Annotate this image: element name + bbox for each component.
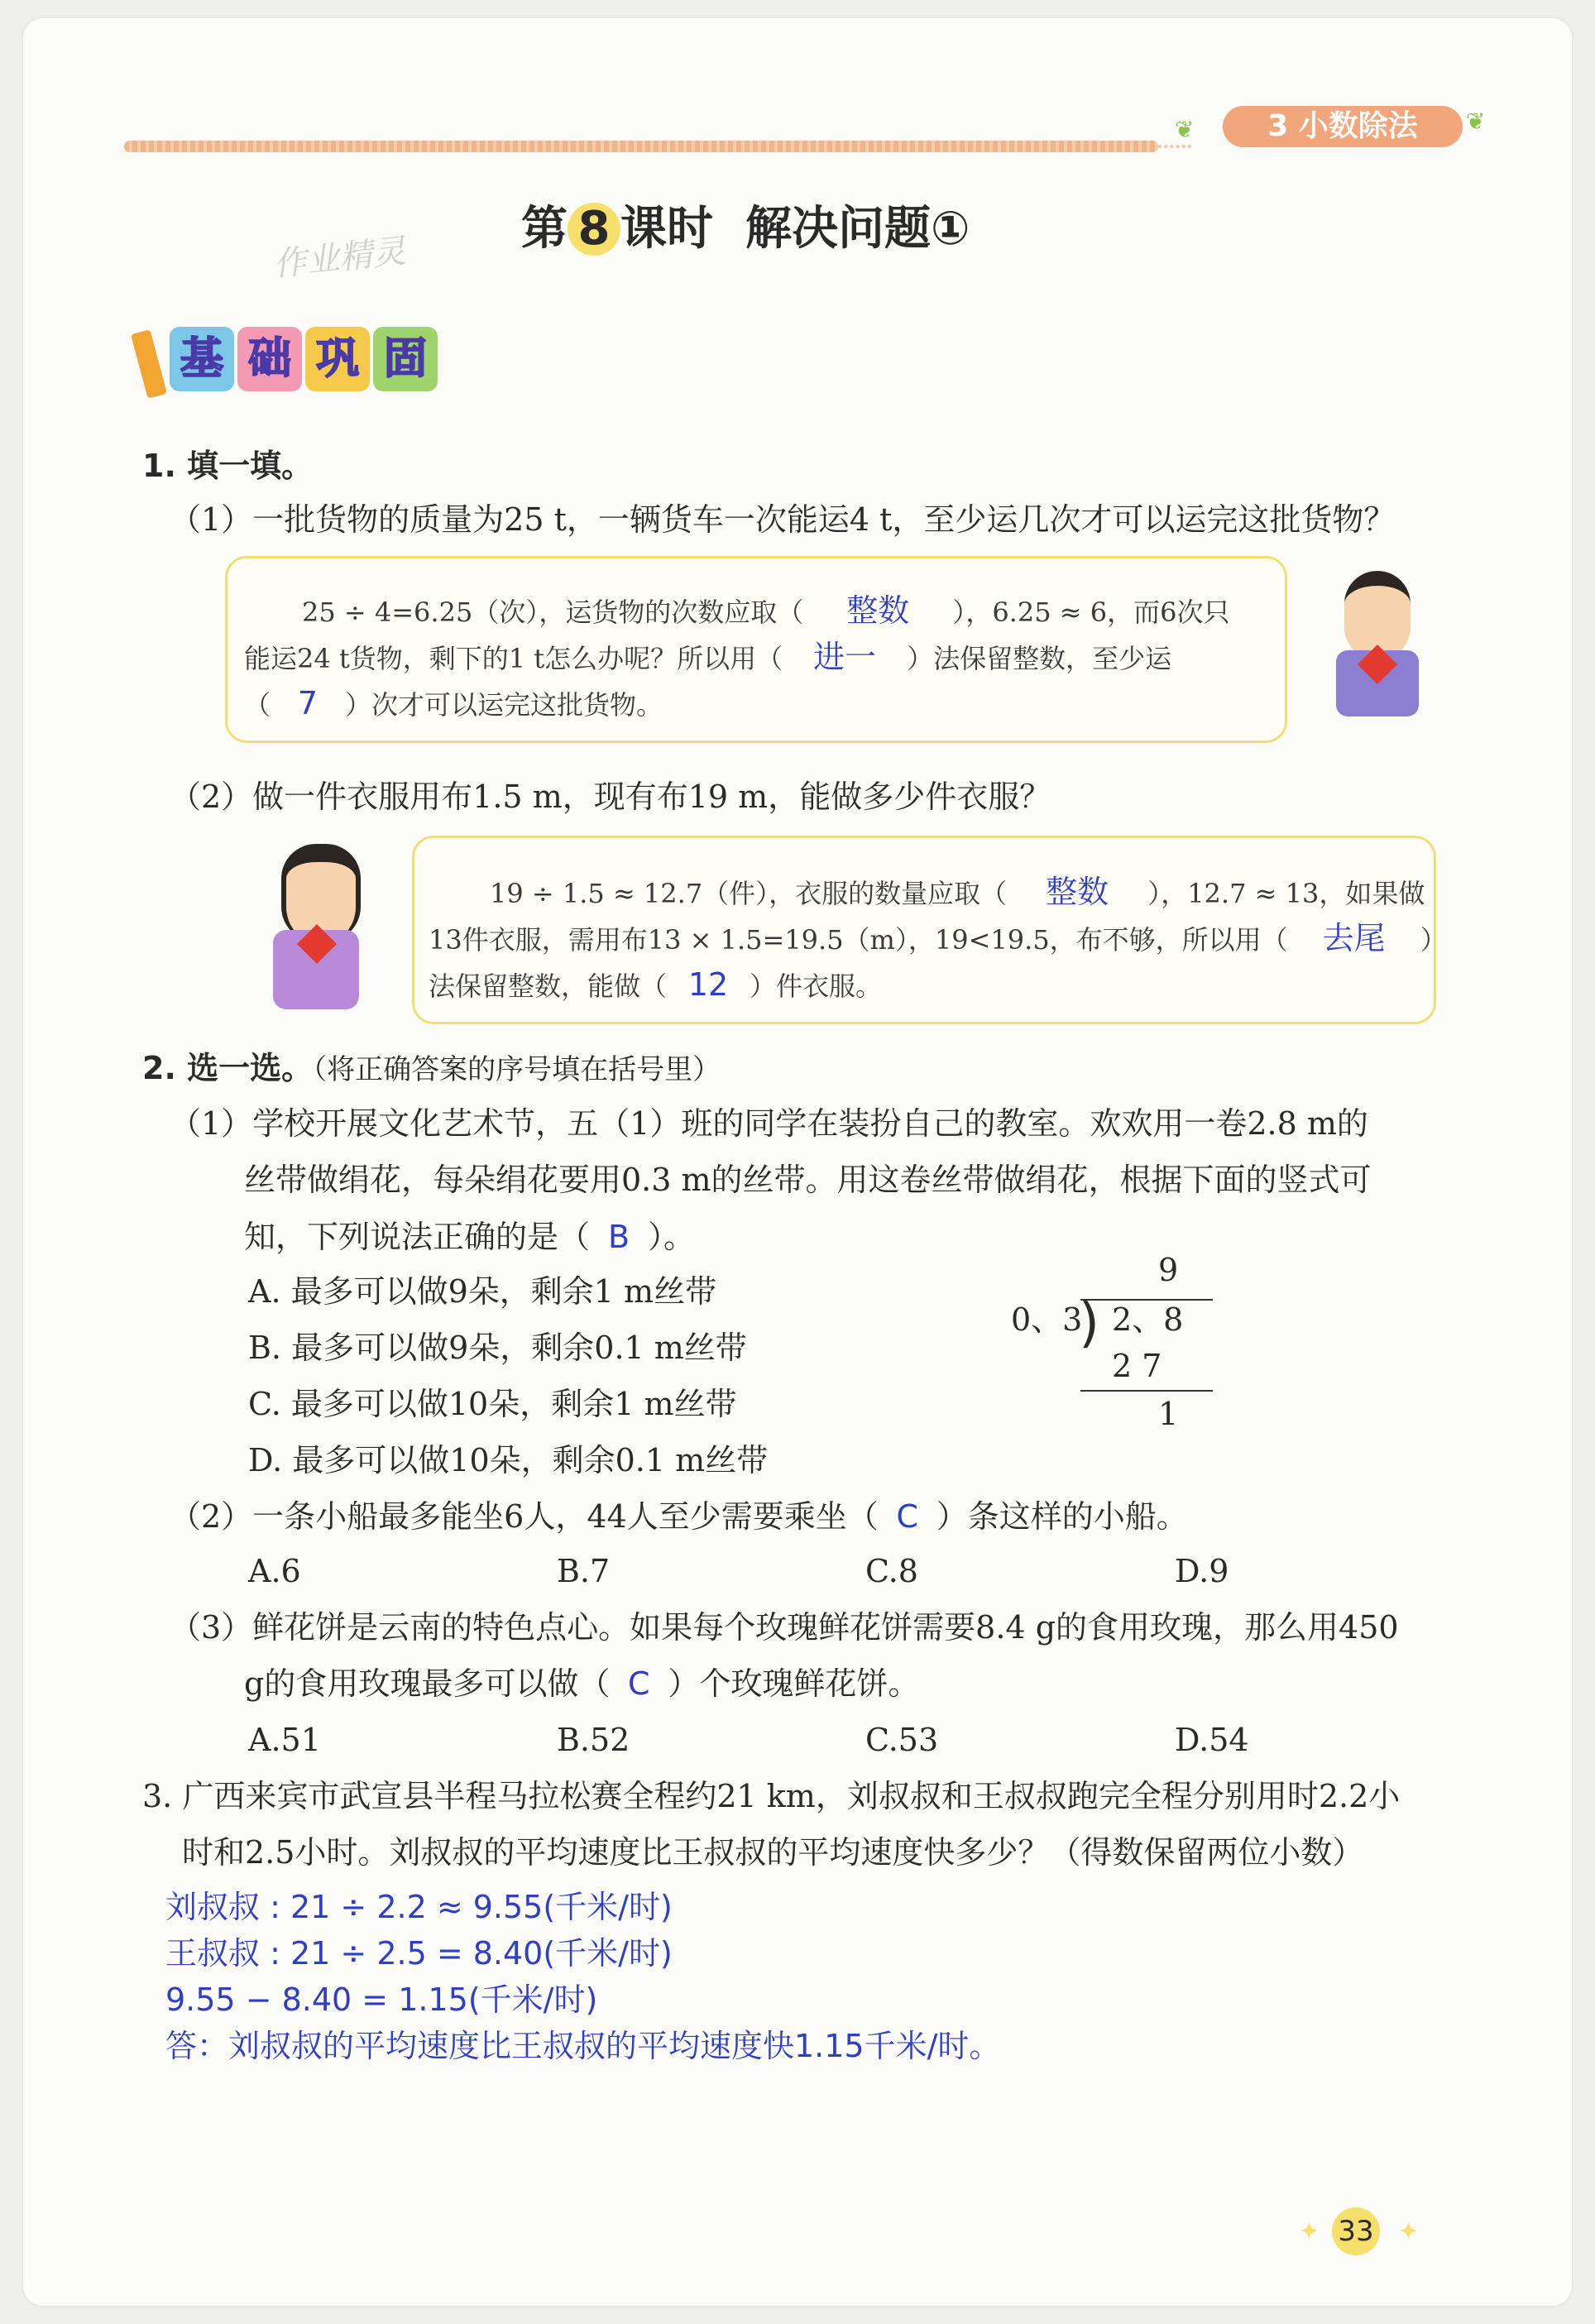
q3-answer-4[interactable]: 答：刘叔叔的平均速度比王叔叔的平均速度快1.15千米/时。 — [165, 2028, 1001, 2064]
q2-p2-option-d: D.9 — [1175, 1553, 1229, 1589]
answer-blank[interactable]: 7 — [297, 685, 319, 721]
girl-illustration — [265, 844, 372, 1018]
q2-p1-line1: （1）学校开展文化艺术节，五（1）班的同学在装扮自己的教室。欢欢用一卷2.8 m的 — [170, 1105, 1368, 1142]
lesson-prefix: 第 — [521, 202, 568, 256]
q2-p2-option-b: B.7 — [557, 1553, 611, 1589]
q1-p1-line3: （ 7 ）次才可以运完这批货物。 — [244, 677, 663, 731]
option-d: D. 最多可以做10朵，剩余0.1 m丝带 — [248, 1442, 769, 1478]
section-char: 固 — [373, 327, 438, 391]
answer-blank[interactable]: B — [607, 1219, 630, 1255]
page-title — [521, 192, 970, 258]
q2-p1-line3: 知，下列说法正确的是（ B ）。 — [244, 1218, 695, 1258]
q3-answer-2[interactable]: 王叔叔 : 21 ÷ 2.5 = 8.40(千米/时) — [165, 1935, 673, 1972]
section-char: 基 — [170, 327, 234, 391]
q2-p2-option-a: A.6 — [248, 1553, 301, 1589]
q1-p1-line2: 能运24 t货物，剩下的1 t怎么办呢？所以用（ 进一 ）法保留整数，至少运 — [244, 630, 1171, 684]
q3-line1: 3. 广西来宾市武宣县半程马拉松赛全程约21 km，刘叔叔和王叔叔跑完全程分别用时2.2小 — [142, 1778, 1401, 1814]
answer-blank[interactable]: 整数 — [1046, 874, 1109, 910]
q1-p1-question: （1）一批货物的质量为25 t，一辆货车一次能运4 t，至少运几次才可以运完这批货物？ — [170, 501, 1396, 538]
answer-blank[interactable]: C — [628, 1665, 650, 1702]
q2-p3-option-b: B.52 — [557, 1722, 630, 1758]
q2-p3-line2: g的食用玫瑰最多可以做（ C ）个玫瑰鲜花饼。 — [244, 1665, 919, 1704]
division-quotient: 9 — [1158, 1252, 1179, 1288]
answer-blank[interactable]: 去尾 — [1322, 920, 1386, 956]
answer-blank[interactable]: C — [896, 1498, 918, 1535]
division-product: 2 7 — [1112, 1348, 1162, 1384]
q1-heading: 1. 填一填。 — [142, 448, 314, 484]
section-title — [170, 327, 441, 400]
q1-p2-question: （2）做一件衣服用布1.5 m，现有布19 m，能做多少件衣服？ — [170, 779, 1051, 815]
q1-p2-line3: 法保留整数，能做（ 12 ）件衣服。 — [429, 958, 882, 1012]
long-division — [1001, 1249, 1233, 1448]
chapter-tab: 3 小数除法 — [1223, 106, 1463, 147]
section-char: 础 — [237, 327, 302, 391]
q2-p2-option-c: C.8 — [865, 1553, 918, 1589]
division-dividend: 2、8 — [1112, 1301, 1184, 1338]
q1-p1-line1: 25 ÷ 4=6.25（次），运货物的次数应取（ 整数 ），6.25 ≈ 6，而6次只 — [302, 584, 1229, 638]
q2-heading: 2. 选一选。（将正确答案的序号填在括号里） — [142, 1050, 721, 1086]
q1-p2-line2: 13件衣服，需用布13 × 1.5=19.5（m），19<19.5，布不够，所以用（ 去尾 ） — [429, 912, 1447, 966]
lesson-suffix: 课时 — [620, 202, 713, 256]
lesson-title: 解决问题① — [745, 202, 970, 256]
option-c: C. 最多可以做10朵，剩余1 m丝带 — [248, 1386, 737, 1422]
star-icon-right: ✦ — [1398, 2217, 1420, 2246]
option-a: A. 最多可以做9朵，剩余1 m丝带 — [248, 1273, 717, 1310]
answer-blank[interactable]: 12 — [687, 966, 729, 1003]
header-dots — [1158, 145, 1191, 148]
boy-illustration — [1324, 571, 1431, 736]
star-icon-left: ✦ — [1299, 2217, 1320, 2246]
answer-blank[interactable]: 进一 — [813, 639, 877, 675]
q2-p3-option-c: C.53 — [865, 1722, 939, 1758]
q3-answer-3[interactable]: 9.55 − 8.40 = 1.15(千米/时) — [165, 1981, 598, 2018]
q2-p3-option-d: D.54 — [1175, 1722, 1249, 1758]
q2-p1-line2: 丝带做绢花，每朵绢花要用0.3 m的丝带。用这卷丝带做绢花，根据下面的竖式可 — [244, 1162, 1372, 1198]
option-b: B. 最多可以做9朵，剩余0.1 m丝带 — [248, 1330, 747, 1366]
watermark-logo: 作业精灵 — [271, 232, 408, 285]
q1-p2-line1: 19 ÷ 1.5 ≈ 12.7（件），衣服的数量应取（ 整数 ），12.7 ≈ 13，如果做 — [490, 865, 1425, 919]
division-divisor: 0、3 — [1011, 1301, 1083, 1338]
q2-p3-option-a: A.51 — [248, 1722, 321, 1758]
page-number: 33 — [1332, 2207, 1380, 2255]
answer-blank[interactable]: 整数 — [846, 592, 910, 629]
lesson-number: 8 — [568, 203, 620, 256]
q3-line2: 时和2.5小时。刘叔叔的平均速度比王叔叔的平均速度快多少？（得数保留两位小数） — [182, 1834, 1364, 1871]
section-char: 巩 — [305, 327, 370, 391]
leaf-icon-right: ❦ — [1466, 108, 1486, 135]
q2-p3-line1: （3）鲜花饼是云南的特色点心。如果每个玫瑰鲜花饼需要8.4 g的食用玫瑰，那么用450 — [170, 1609, 1399, 1646]
division-subtraction-line — [1080, 1390, 1213, 1392]
division-bracket: ) — [1079, 1293, 1099, 1354]
header-bar — [124, 141, 1158, 152]
leaf-icon: ❦ — [1175, 116, 1195, 143]
q3-answer-1[interactable]: 刘叔叔 : 21 ÷ 2.2 ≈ 9.55(千米/时) — [165, 1889, 673, 1925]
division-remainder: 1 — [1158, 1396, 1179, 1432]
q2-p2-line: （2）一条小船最多能坐6人，44人至少需要乘坐（ C ）条这样的小船。 — [170, 1497, 1188, 1537]
